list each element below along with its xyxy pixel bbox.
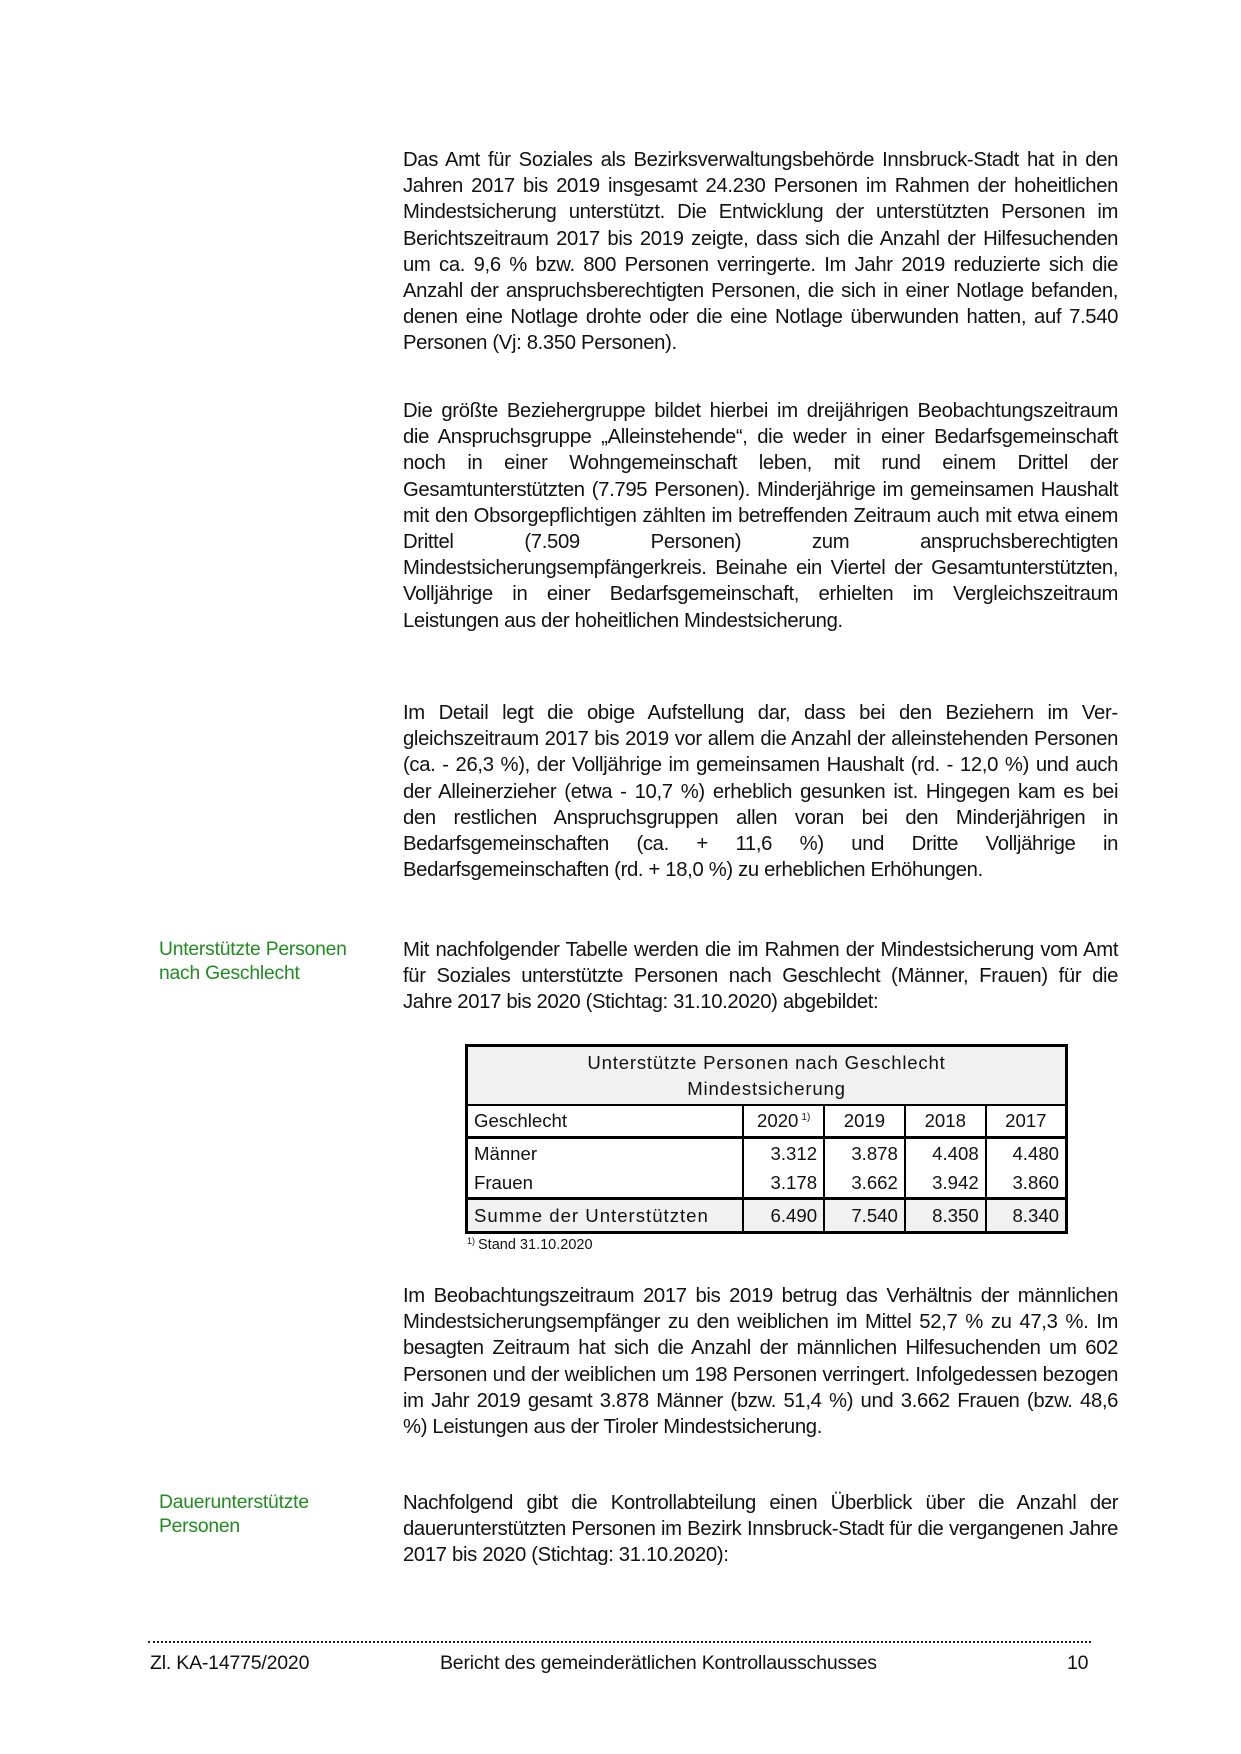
- margin-note-line: Personen: [159, 1516, 240, 1537]
- cell-value: 4.408: [905, 1138, 986, 1169]
- table-title: [467, 1046, 1067, 1106]
- table-footnote: [467, 1236, 593, 1253]
- cell-value: 3.178: [743, 1168, 824, 1199]
- paragraph-largest-group: Die größte Beziehergruppe bildet hierbei im dreijährigen Beobachtungszeitraum die Anspruchsgruppe „Alleinstehende“, die weder in einer Bedarfsgemeinschaft noch in einer Wohngemeinschaft leben, mit rund einem Drittel der Gesamtunterstützten (7.795 Personen). Minderjährige im gemeinsamen Haushalt mit den Obsorgepflichtigen zählten im betreffenden Zeitraum auch mit etwa einem Drittel (7.509 Personen) zum anspruchsberechtigten Mindestsicherungsempfängerkreis. Beinahe ein Viertel der Gesamtunterstützten, Volljährige in einer Bedarfsgemeinschaft, erhielten im Vergleichszeitraum Leistungen aus der hoheitlichen Mindestsicherung.: [403, 399, 1119, 632]
- footer-divider: [148, 1641, 1091, 1643]
- footer-title: Bericht des gemeinderätlichen Kontrollausschusses: [440, 1652, 877, 1674]
- row-label: Frauen: [474, 1171, 533, 1193]
- cell-value: 3.662: [824, 1168, 905, 1199]
- margin-note-line: nach Geschlecht: [159, 963, 300, 984]
- paragraph-long-term-intro: Nachfolgend gibt die Kontrollabteilung einen Überblick über die Anzahl der dauerunterstützten Personen im Bezirk Innsbruck-Stadt für die vergangenen Jahre 2017 bis 2020 (Stichtag: 31.10.2020):: [403, 1491, 1119, 1567]
- cell-value: 4.480: [986, 1138, 1067, 1169]
- year-label: 2020: [757, 1110, 799, 1131]
- row-label: Männer: [474, 1142, 538, 1164]
- cell-value: 3.878: [824, 1138, 905, 1169]
- header-year-2017: 2017: [986, 1105, 1067, 1138]
- margin-note-gender: [159, 938, 379, 986]
- cell-value: 3.312: [743, 1138, 824, 1169]
- table-title-line1: Unterstützte Personen nach Geschlecht: [587, 1052, 946, 1073]
- sum-value: 8.350: [905, 1199, 986, 1233]
- sum-value: 8.340: [986, 1199, 1067, 1233]
- table-header-row: [467, 1105, 1067, 1138]
- paragraph-table-intro: Mit nachfolgender Tabelle werden die im Rahmen der Mindestsicherung vom Amt für Soziales unterstützte Personen nach Geschlecht (Männer, Frauen) für die Jahre 2017 bis 2020 (Stichtag: 31.10.2020) abgebildet:: [403, 938, 1119, 1014]
- table-title-line2: Mindestsicherung: [687, 1078, 846, 1099]
- header-year-2020: [743, 1105, 824, 1138]
- margin-note-line: Unterstützte Personen: [159, 939, 347, 960]
- paragraph-summary: Das Amt für Soziales als Bezirksverwaltungsbehörde Innsbruck-Stadt hat in den Jahren 2017 bis 2019 insgesamt 24.230 Personen im Rahmen der hoheitlichen Mindestsicherung unterstützt. Die Entwicklung der unterstützten Personen im Berichtszeitraum 2017 bis 2019 zeigte, dass sich die Anzahl der Hilfesuchenden um ca. 9,6 % bzw. 800 Personen verringerte. Im Jahr 2019 reduzierte sich die Anzahl der anspruchsberechtigten Personen, die sich in einer Notlage befanden, denen eine Notlage drohte oder die eine Notlage überwunden hatten, auf 7.540 Personen (Vj: 8.350 Personen).: [403, 148, 1119, 355]
- gender-table: [465, 1044, 1068, 1234]
- header-year-2018: 2018: [905, 1105, 986, 1138]
- footnote-mark: 1): [467, 1236, 476, 1246]
- margin-note-line: Dauerunterstützte: [159, 1492, 309, 1513]
- cell-value: 3.942: [905, 1168, 986, 1199]
- table-title-row: [467, 1046, 1067, 1106]
- table-row: [467, 1138, 1067, 1169]
- footer-reference: Zl. KA-14775/2020: [150, 1652, 310, 1674]
- paragraph-detail: Im Detail legt die obige Aufstellung dar, dass bei den Beziehern im Vergleichszeitraum 2017 bis 2019 vor allem die Anzahl der alleinstehenden Personen (ca. - 26,3 %), der Volljährige im gemeinsamen Haushalt (rd. - 12,0 %) und auch der Alleinerzieher (etwa - 10,7 %) erheblich gesunken ist. Hingegen kam es bei den restlichen Anspruchsgruppen allen voran bei den Minderjährigen in Bedarfsgemeinschaften (ca. + 11,6 %) und Dritte Volljährige in Bedarfsgemeinschaften (rd. + 18,0 %) zu erheblichen Erhöhungen.: [403, 701, 1119, 882]
- footnote-text: Stand 31.10.2020: [478, 1237, 593, 1253]
- footnote-mark: 1): [801, 1112, 811, 1123]
- table-row: [467, 1168, 1067, 1199]
- header-gender: Geschlecht: [467, 1105, 744, 1138]
- margin-note-long-term: [159, 1491, 379, 1539]
- table-sum-row: [467, 1199, 1067, 1233]
- page-number: 10: [1067, 1652, 1089, 1674]
- cell-value: 3.860: [986, 1168, 1067, 1199]
- header-year-2019: 2019: [824, 1105, 905, 1138]
- sum-label: Summe der Unterstützten: [467, 1199, 744, 1233]
- gender-table-container: [465, 1044, 1068, 1234]
- sum-value: 7.540: [824, 1199, 905, 1233]
- paragraph-gender-ratio: Im Beobachtungszeitraum 2017 bis 2019 betrug das Verhältnis der männlichen Mindestsicherungsempfänger zu den weiblichen im Mittel 52,7 % zu 47,3 %. Im besagten Zeitraum hat sich die Anzahl der männlichen Hilfesuchenden um 602 Personen und der weiblichen um 198 Personen verringert. Infolgedessen bezogen im Jahr 2019 gesamt 3.878 Männer (bzw. 51,4 %) und 3.662 Frauen (bzw. 48,6 %) Leistungen aus der Tiroler Mindestsicherung.: [403, 1284, 1119, 1439]
- sum-value: 6.490: [743, 1199, 824, 1233]
